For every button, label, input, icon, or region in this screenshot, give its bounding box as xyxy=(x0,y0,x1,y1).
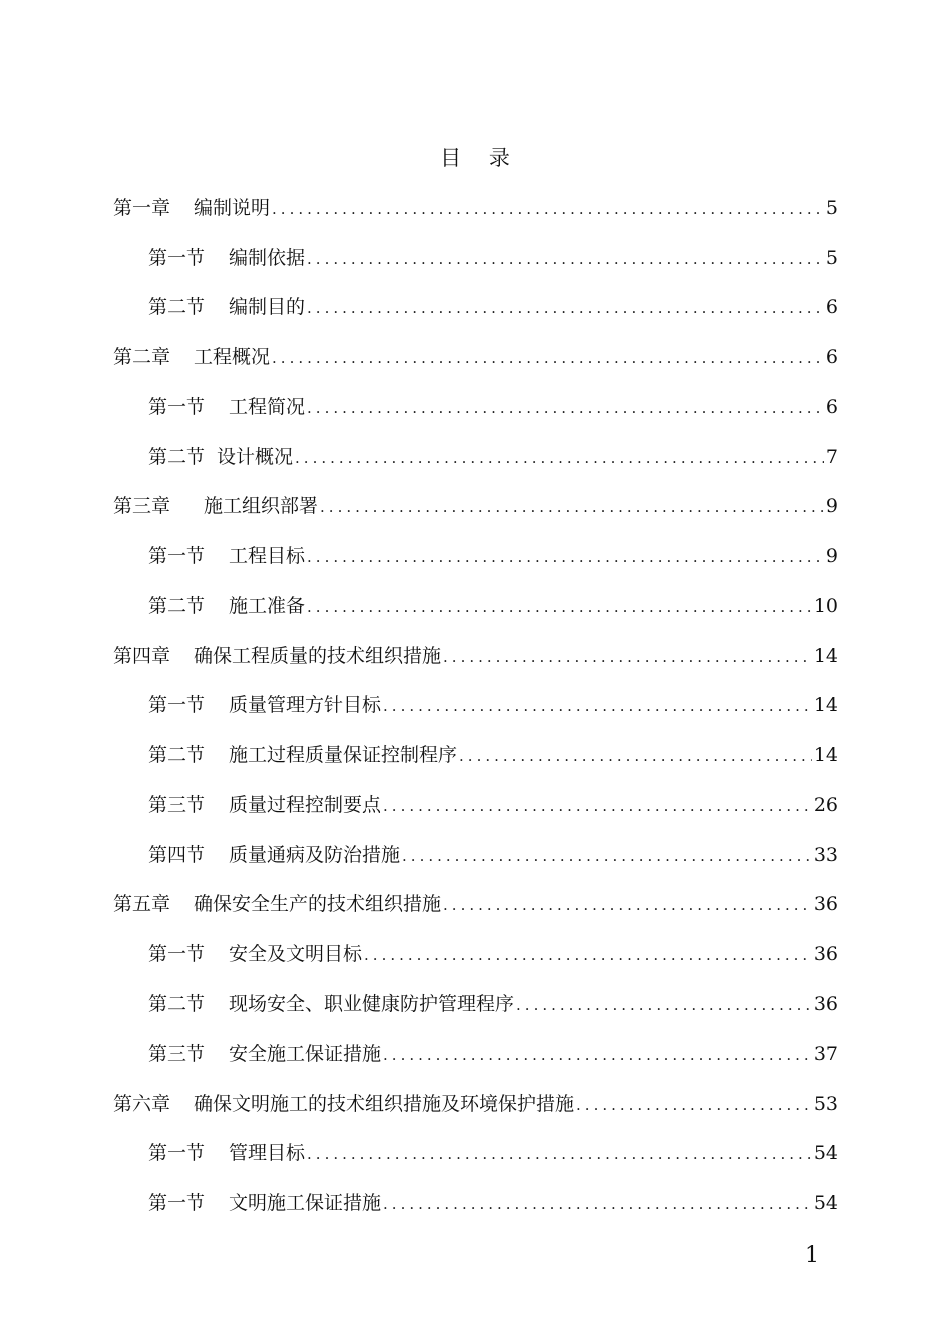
toc-entry-page: 14 xyxy=(813,744,838,766)
toc-leader-dots xyxy=(307,542,824,572)
toc-leader-dots xyxy=(576,1090,812,1120)
toc-entry-page: 33 xyxy=(813,844,838,866)
toc-entry-page: 14 xyxy=(813,694,838,716)
toc-entry-page: 7 xyxy=(825,446,838,468)
toc-entry-text: 确保文明施工的技术组织措施及环境保护措施 xyxy=(194,1093,575,1115)
toc-entry-number: 第二节 xyxy=(148,595,206,617)
toc-entry[interactable] xyxy=(113,193,838,223)
toc-entry-page: 36 xyxy=(813,893,838,915)
toc-entry-page: 53 xyxy=(813,1093,838,1115)
toc-entry-number: 第一节 xyxy=(148,545,206,567)
toc-entry-page: 6 xyxy=(825,296,838,318)
toc-entry-number: 第二节 xyxy=(148,446,206,468)
toc-entry[interactable] xyxy=(148,442,838,472)
toc-entry-number: 第三章 xyxy=(113,495,171,517)
toc-entry[interactable] xyxy=(148,591,838,621)
toc-leader-dots xyxy=(459,741,812,771)
toc-entry-number: 第三节 xyxy=(148,794,206,816)
toc-entry[interactable] xyxy=(148,690,838,720)
toc-entry-text: 安全及文明目标 xyxy=(229,943,363,965)
toc-entry-text: 确保安全生产的技术组织措施 xyxy=(194,893,442,915)
toc-entry-text: 安全施工保证措施 xyxy=(229,1043,382,1065)
toc-entry-page: 6 xyxy=(825,396,838,418)
toc-entry[interactable] xyxy=(113,491,838,521)
toc-entry-page: 9 xyxy=(825,545,838,567)
toc-leader-dots xyxy=(516,990,812,1020)
toc-leader-dots xyxy=(295,443,824,473)
toc-entry-text: 质量通病及防治措施 xyxy=(229,844,401,866)
toc-entry-text: 施工组织部署 xyxy=(204,495,319,517)
toc-entry-number: 第一节 xyxy=(148,396,206,418)
toc-leader-dots xyxy=(307,293,824,323)
toc-entry-text: 工程概况 xyxy=(194,346,271,368)
toc-leader-dots xyxy=(272,194,824,224)
toc-entry-text: 质量过程控制要点 xyxy=(229,794,382,816)
toc-entry[interactable] xyxy=(113,1089,838,1119)
toc-leader-dots xyxy=(364,940,812,970)
toc-entry-page: 14 xyxy=(813,645,838,667)
toc-leader-dots xyxy=(383,1040,812,1070)
toc-entry-page: 26 xyxy=(813,794,838,816)
toc-leader-dots xyxy=(443,890,812,920)
toc-entry-page: 10 xyxy=(813,595,838,617)
toc-entry[interactable] xyxy=(113,889,838,919)
toc-leader-dots xyxy=(383,791,812,821)
toc-entry-text: 质量管理方针目标 xyxy=(229,694,382,716)
toc-entry-number: 第六章 xyxy=(113,1093,171,1115)
toc-entry-number: 第一节 xyxy=(148,694,206,716)
toc-entry-number: 第四节 xyxy=(148,844,206,866)
toc-entry-text: 编制依据 xyxy=(229,247,306,269)
toc-entry[interactable] xyxy=(148,1188,838,1218)
toc-entry-text: 工程目标 xyxy=(229,545,306,567)
toc-leader-dots xyxy=(383,1189,812,1219)
toc-entry[interactable] xyxy=(148,939,838,969)
toc-entry[interactable] xyxy=(148,392,838,422)
toc-title: 目 录 xyxy=(440,146,521,170)
toc-entry[interactable] xyxy=(113,342,838,372)
toc-entry-text: 施工准备 xyxy=(229,595,306,617)
toc-leader-dots xyxy=(320,492,824,522)
toc-entry-page: 5 xyxy=(825,247,838,269)
toc-entry[interactable] xyxy=(148,243,838,273)
toc-entry-number: 第一节 xyxy=(148,943,206,965)
toc-leader-dots xyxy=(307,393,824,423)
toc-entry-number: 第一节 xyxy=(148,1142,206,1164)
toc-entry[interactable] xyxy=(148,790,838,820)
toc-leader-dots xyxy=(307,592,812,622)
toc-leader-dots xyxy=(402,841,812,871)
toc-leader-dots xyxy=(383,691,812,721)
toc-entry[interactable] xyxy=(148,1039,838,1069)
toc-entry-number: 第三节 xyxy=(148,1043,206,1065)
toc-entry-number: 第一节 xyxy=(148,1192,206,1214)
toc-entry-page: 6 xyxy=(825,346,838,368)
toc-entry[interactable] xyxy=(148,740,838,770)
toc-entry-text: 施工过程质量保证控制程序 xyxy=(229,744,458,766)
toc-entry[interactable] xyxy=(148,541,838,571)
toc-entry[interactable] xyxy=(148,989,838,1019)
toc-entry-text: 管理目标 xyxy=(229,1142,306,1164)
toc-entry[interactable] xyxy=(113,641,838,671)
toc-entry-page: 37 xyxy=(813,1043,838,1065)
toc-leader-dots xyxy=(443,642,812,672)
toc-entry[interactable] xyxy=(148,292,838,322)
toc-entry-page: 36 xyxy=(813,943,838,965)
toc-entry-number: 第二节 xyxy=(148,993,206,1015)
toc-leader-dots xyxy=(307,1139,812,1169)
toc-entry-number: 第四章 xyxy=(113,645,171,667)
toc-entry-text: 工程简况 xyxy=(229,396,306,418)
toc-entry-number: 第二节 xyxy=(148,296,206,318)
toc-entry-text: 确保工程质量的技术组织措施 xyxy=(194,645,442,667)
toc-entry[interactable] xyxy=(148,1138,838,1168)
toc-entry-page: 5 xyxy=(825,197,838,219)
toc-leader-dots xyxy=(272,343,824,373)
toc-entry-number: 第五章 xyxy=(113,893,171,915)
toc-entry-number: 第一节 xyxy=(148,247,206,269)
page-number: 1 xyxy=(805,1243,819,1268)
toc-entry-text: 文明施工保证措施 xyxy=(229,1192,382,1214)
toc-entry-number: 第二章 xyxy=(113,346,171,368)
toc-leader-dots xyxy=(307,244,824,274)
toc-entry-page: 54 xyxy=(813,1192,838,1214)
toc-entry-number: 第二节 xyxy=(148,744,206,766)
toc-entry-page: 9 xyxy=(825,495,838,517)
toc-entry-number: 第一章 xyxy=(113,197,171,219)
toc-entry[interactable] xyxy=(148,840,838,870)
toc-entry-page: 36 xyxy=(813,993,838,1015)
toc-entry-page: 54 xyxy=(813,1142,838,1164)
toc-entry-text: 现场安全、职业健康防护管理程序 xyxy=(229,993,515,1015)
toc-entry-text: 编制说明 xyxy=(194,197,271,219)
toc-entry-text: 编制目的 xyxy=(229,296,306,318)
toc-entry-text: 设计概况 xyxy=(217,446,294,468)
